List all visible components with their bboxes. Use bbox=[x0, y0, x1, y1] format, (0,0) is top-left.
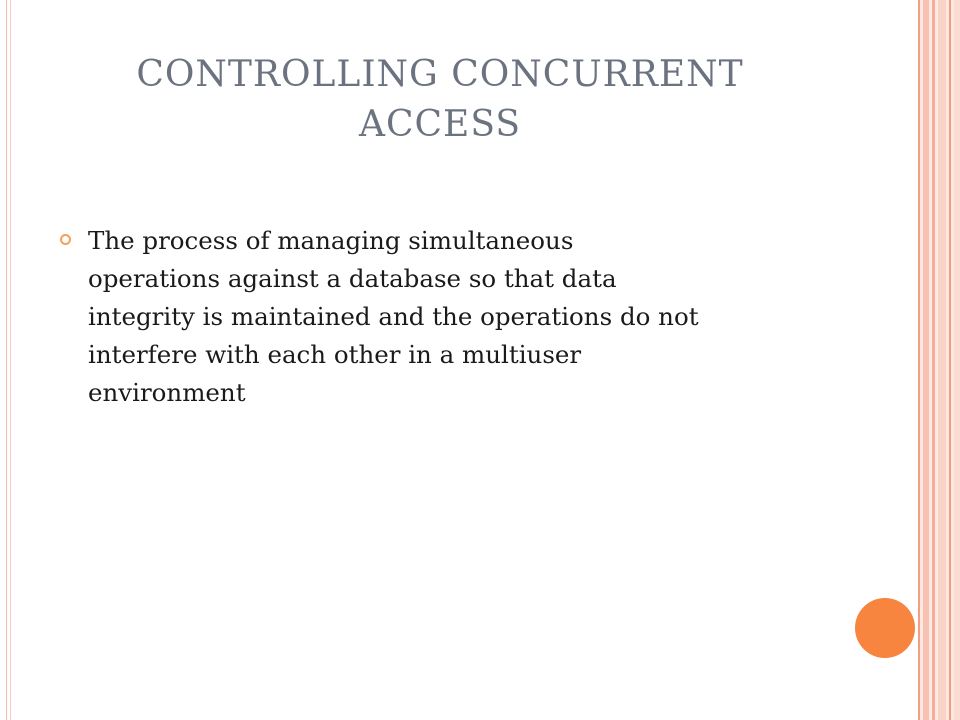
right-stripe bbox=[954, 0, 960, 720]
left-border-line bbox=[6, 0, 7, 720]
slide-title-line-2: ACCESS bbox=[358, 104, 522, 145]
right-stripe bbox=[918, 0, 920, 720]
slide-title bbox=[60, 50, 820, 150]
bullet-item bbox=[60, 222, 820, 412]
right-stripe bbox=[923, 0, 929, 720]
bullet-line: interfere with each other in a multiuser bbox=[88, 340, 582, 369]
left-border-line-inner bbox=[10, 0, 11, 720]
bullet-line: The process of managing simultaneous bbox=[88, 226, 574, 255]
bullet-line: integrity is maintained and the operations do not bbox=[88, 302, 699, 331]
slide-title-line-1: CONTROLLING CONCURRENT bbox=[136, 54, 744, 95]
right-stripe bbox=[932, 0, 935, 720]
slide-body bbox=[60, 222, 820, 412]
right-stripe bbox=[949, 0, 951, 720]
right-stripe bbox=[938, 0, 946, 720]
bullet-circle-icon bbox=[60, 234, 71, 245]
bullet-line: operations against a database so that data bbox=[88, 264, 617, 293]
orange-circle-decoration bbox=[855, 598, 915, 658]
bullet-line: environment bbox=[88, 378, 246, 407]
